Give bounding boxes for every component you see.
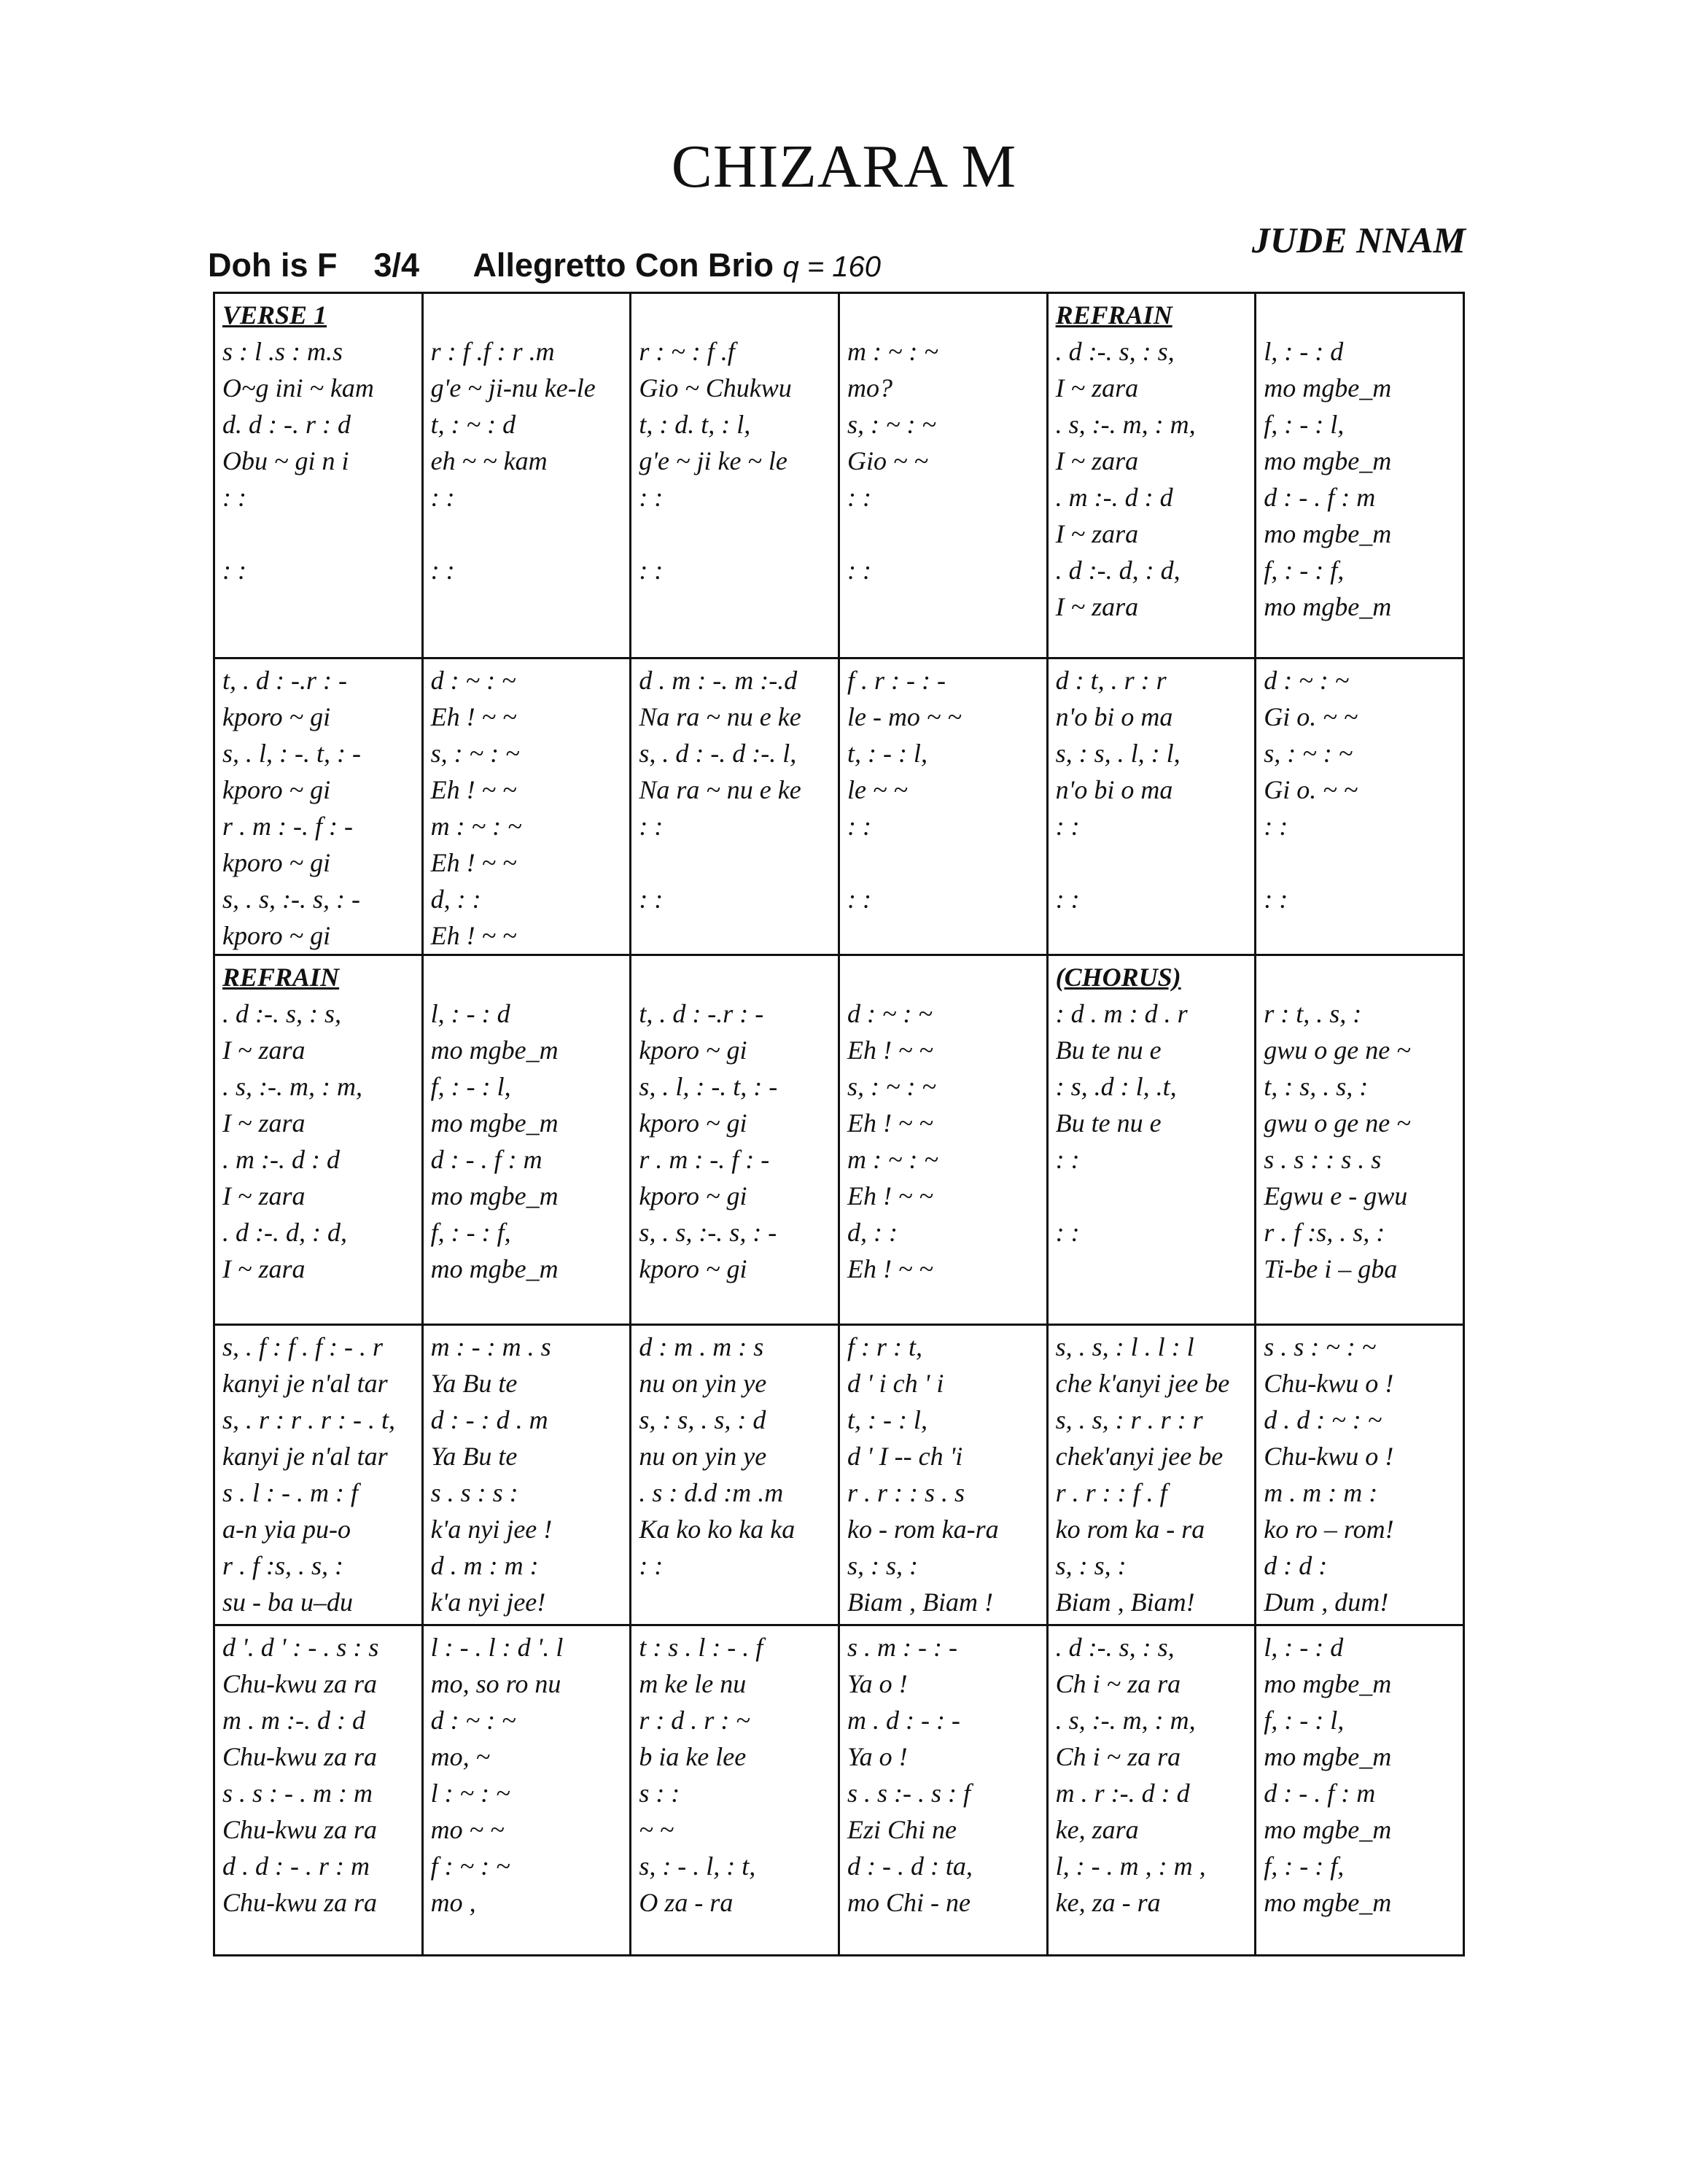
score-line: s, : s, : xyxy=(847,1551,918,1580)
score-line: f, : - : l, xyxy=(1264,410,1345,439)
score-line: t, : - : l, xyxy=(847,739,927,768)
score-line: d : - . f : m xyxy=(1264,483,1376,512)
score-line: Ezi Chi ne xyxy=(847,1815,957,1844)
score-line: s, . d : -. d :-. l, xyxy=(639,739,797,768)
score-line: ko - rom ka-ra xyxy=(847,1515,999,1544)
score-line: s . m : - : - xyxy=(847,1633,957,1662)
score-line: l, : - : d xyxy=(1264,1633,1344,1662)
score-line: s, : ~ : ~ xyxy=(430,739,520,768)
score-line: I ~ zara xyxy=(1055,373,1139,403)
score-line: d : - : d . m xyxy=(430,1405,548,1434)
score-line: Chu-kwu o ! xyxy=(1264,1442,1394,1471)
score-line: Na ra ~ nu e ke xyxy=(639,775,801,804)
score-cell xyxy=(214,955,423,1325)
score-line: Eh ! ~ ~ xyxy=(847,1254,933,1283)
score-line: : : xyxy=(1055,812,1080,841)
score-line: f, : - : l, xyxy=(1264,1706,1345,1735)
score-line: : : xyxy=(847,483,871,512)
score-line: m ke le nu xyxy=(639,1669,747,1698)
score-line: s . s : ~ : ~ xyxy=(1264,1332,1377,1361)
score-line: Eh ! ~ ~ xyxy=(430,702,517,731)
score-line: l : - . l : d '. l xyxy=(430,1633,564,1662)
score-line: Eh ! ~ ~ xyxy=(847,1035,933,1065)
score-line: s, . s, : r . r : r xyxy=(1055,1405,1203,1434)
key-signature: Doh is F xyxy=(208,246,338,284)
score-line: Chu-kwu za ra xyxy=(222,1815,378,1844)
score-line: d ' i ch ' i xyxy=(847,1369,944,1398)
score-line: f : r : t, xyxy=(847,1332,922,1361)
score-line: d. d : -. r : d xyxy=(222,410,351,439)
score-line: ~ ~ xyxy=(639,1815,674,1844)
score-line: Ya o ! xyxy=(847,1669,908,1698)
score-line xyxy=(1264,297,1458,333)
score-line: O za - ra xyxy=(639,1888,734,1917)
score-line: s . s :- . s : f xyxy=(847,1779,971,1808)
score-cell xyxy=(839,1325,1047,1625)
score-line xyxy=(639,297,833,333)
score-line: Gi o. ~ ~ xyxy=(1264,702,1358,731)
score-line: g'e ~ ji-nu ke-le xyxy=(430,373,596,403)
score-line: s, : ~ : ~ xyxy=(847,410,936,439)
score-line: t, : s, . s, : xyxy=(1264,1072,1369,1101)
score-line: Chu-kwu za ra xyxy=(222,1888,378,1917)
score-line: f, : - : f, xyxy=(430,1218,511,1247)
score-line xyxy=(847,959,1042,995)
score-line: m . m :-. d : d xyxy=(222,1706,365,1735)
score-cell xyxy=(839,955,1047,1325)
score-line xyxy=(639,1584,833,1620)
score-line: : : xyxy=(639,812,664,841)
score-line: n'o bi o ma xyxy=(1055,775,1173,804)
score-line: d '. d ' : - . s : s xyxy=(222,1633,379,1662)
score-cell xyxy=(631,658,839,955)
score-line xyxy=(1264,959,1458,995)
score-line: m : ~ : ~ xyxy=(847,337,938,366)
score-line: . s, :-. m, : m, xyxy=(1055,1706,1196,1735)
score-line: eh ~ ~ kam xyxy=(430,446,548,475)
score-line: t, : d. t, : l, xyxy=(639,410,751,439)
score-line: s, . l, : -. t, : - xyxy=(222,739,361,768)
score-cell xyxy=(1047,658,1256,955)
score-line: : : xyxy=(639,1551,664,1580)
score-line: s, : ~ : ~ xyxy=(1264,739,1353,768)
score-line: : : xyxy=(847,885,871,914)
score-line: . d :-. s, : s, xyxy=(222,999,341,1028)
score-line: f, : - : f, xyxy=(1264,556,1345,585)
score-line: kporo ~ gi xyxy=(639,1035,747,1065)
score-line: Gio ~ Chukwu xyxy=(639,373,792,403)
score-line: Ya Bu te xyxy=(430,1442,518,1471)
score-line: kporo ~ gi xyxy=(639,1254,747,1283)
score-line xyxy=(639,959,833,995)
score-cell xyxy=(214,658,423,955)
score-line: . s, :-. m, : m, xyxy=(222,1072,362,1101)
score-line: d . m : m : xyxy=(430,1551,539,1580)
score-line: su - ba u–du xyxy=(222,1588,353,1617)
score-line: nu on yin ye xyxy=(639,1442,767,1471)
score-line: Egwu e - gwu xyxy=(1264,1181,1408,1210)
score-line: Chu-kwu za ra xyxy=(222,1669,378,1698)
score-line: mo ~ ~ xyxy=(430,1815,505,1844)
score-line: k'a nyi jee ! xyxy=(430,1515,553,1544)
score-line: : : xyxy=(222,556,246,585)
score-line xyxy=(1264,844,1458,881)
score-line: s . s : : s . s xyxy=(1264,1145,1382,1174)
score-body xyxy=(214,293,1464,1956)
score-line: ko ro – rom! xyxy=(1264,1515,1394,1544)
score-line: : : xyxy=(847,556,871,585)
score-line: t, . d : -.r : - xyxy=(639,999,764,1028)
score-line: . d :-. d, : d, xyxy=(222,1218,347,1247)
score-line: I ~ zara xyxy=(222,1035,306,1065)
score-line: d, : : xyxy=(847,1218,898,1247)
score-line: Eh ! ~ ~ xyxy=(847,1181,933,1210)
score-line: r . r : : f . f xyxy=(1055,1478,1167,1507)
score-line: f, : - : f, xyxy=(1264,1851,1345,1881)
score-line: m . r :-. d : d xyxy=(1055,1779,1190,1808)
score-line: : : xyxy=(639,885,664,914)
score-line: t, : - : l, xyxy=(847,1405,927,1434)
score-line: r : ~ : f .f xyxy=(639,337,735,366)
score-line: t, : ~ : d xyxy=(430,410,516,439)
score-line: a-n yia pu-o xyxy=(222,1515,351,1544)
score-cell xyxy=(422,1325,631,1625)
score-line: mo mgbe_m xyxy=(1264,592,1392,621)
score-line: s : l .s : m.s xyxy=(222,337,343,366)
composer-name: JUDE NNAM xyxy=(1251,219,1466,260)
score-line: Ya Bu te xyxy=(430,1369,518,1398)
score-line: s : : xyxy=(639,1779,680,1808)
score-line: le - mo ~ ~ xyxy=(847,702,962,731)
score-row xyxy=(214,1625,1464,1956)
score-line: che k'anyi jee be xyxy=(1055,1369,1230,1398)
score-line: Ka ko ko ka ka xyxy=(639,1515,796,1544)
time-signature: 3/4 xyxy=(373,246,420,284)
score-line: mo mgbe_m xyxy=(1264,1815,1392,1844)
score-line: s, . s, :-. s, : - xyxy=(222,885,360,914)
score-line: I ~ zara xyxy=(1055,519,1139,548)
score-line: r . f :s, . s, : xyxy=(1264,1218,1385,1247)
section-heading: REFRAIN xyxy=(222,963,340,992)
score-line: d . m : -. m :-.d xyxy=(639,666,798,695)
score-row xyxy=(214,1325,1464,1625)
score-line: Gio ~ ~ xyxy=(847,446,928,475)
score-line: mo mgbe_m xyxy=(430,1035,559,1065)
score-line: Chu-kwu o ! xyxy=(1264,1369,1394,1398)
score-line: mo Chi - ne xyxy=(847,1888,971,1917)
score-line: s, . s, :-. s, : - xyxy=(639,1218,777,1247)
score-line: l : ~ : ~ xyxy=(430,1779,510,1808)
score-line: : d . m : d . r xyxy=(1055,999,1188,1028)
score-line: I ~ zara xyxy=(222,1181,306,1210)
score-cell xyxy=(422,955,631,1325)
score-cell xyxy=(839,1625,1047,1956)
score-line: : s, .d : l, .t, xyxy=(1055,1072,1177,1101)
score-line: Ya o ! xyxy=(847,1742,908,1771)
score-line: ko rom ka - ra xyxy=(1055,1515,1205,1544)
score-line xyxy=(1056,1178,1251,1214)
score-cell xyxy=(1256,1625,1464,1956)
score-line: mo mgbe_m xyxy=(430,1181,559,1210)
score-line xyxy=(639,516,833,552)
score-cell xyxy=(839,293,1047,658)
score-line: b ia ke lee xyxy=(639,1742,747,1771)
score-line: s . s : s : xyxy=(430,1478,518,1507)
score-cell xyxy=(214,1625,423,1956)
score-line: mo, so ro nu xyxy=(430,1669,561,1698)
score-line: Ch i ~ za ra xyxy=(1055,1669,1181,1698)
score-line: le ~ ~ xyxy=(847,775,908,804)
score-line: O~g ini ~ kam xyxy=(222,373,374,403)
score-line: kporo ~ gi xyxy=(639,1181,747,1210)
score-line: d : ~ : ~ xyxy=(430,1706,516,1735)
score-line: mo, ~ xyxy=(430,1742,491,1771)
score-line: : : xyxy=(847,812,871,841)
score-line: kporo ~ gi xyxy=(222,702,331,731)
score-cell xyxy=(631,293,839,658)
score-line: kanyi je n'al tar xyxy=(222,1442,388,1471)
score-line: . s, :-. m, : m, xyxy=(1055,410,1196,439)
score-line: kporo ~ gi xyxy=(639,1108,747,1138)
score-line: kporo ~ gi xyxy=(222,848,331,877)
score-line xyxy=(431,959,626,995)
score-line: : : xyxy=(639,483,664,512)
score-line: mo mgbe_m xyxy=(1264,1669,1392,1698)
score-line: mo , xyxy=(430,1888,476,1917)
section-heading: VERSE 1 xyxy=(222,300,327,330)
score-line: d : - . f : m xyxy=(430,1145,542,1174)
score-line: n'o bi o ma xyxy=(1055,702,1173,731)
score-line: s, : s, : xyxy=(1055,1551,1127,1580)
score-line: Eh ! ~ ~ xyxy=(430,921,517,950)
score-line: s, : ~ : ~ xyxy=(847,1072,936,1101)
score-line: gwu o ge ne ~ xyxy=(1264,1108,1411,1138)
score-line: m . m : m : xyxy=(1264,1478,1378,1507)
score-line: s, : - . l, : t, xyxy=(639,1851,756,1881)
score-line: r . m : -. f : - xyxy=(639,1145,770,1174)
score-line: d . d : - . r : m xyxy=(222,1851,370,1881)
score-cell xyxy=(631,1325,839,1625)
score-line: : : xyxy=(1055,885,1080,914)
score-line xyxy=(847,516,1042,552)
score-line: Gi o. ~ ~ xyxy=(1264,775,1358,804)
score-line: s, . l, : -. t, : - xyxy=(639,1072,778,1101)
score-line: l, : - . m , : m , xyxy=(1055,1851,1206,1881)
score-line: ke, za - ra xyxy=(1055,1888,1161,1917)
score-line: m : - : m . s xyxy=(430,1332,551,1361)
score-cell xyxy=(422,1625,631,1956)
score-line: d : m . m : s xyxy=(639,1332,764,1361)
score-line: mo mgbe_m xyxy=(430,1108,559,1138)
score-line: : : xyxy=(222,483,246,512)
score-line xyxy=(847,297,1042,333)
score-line: s . l : - . m : f xyxy=(222,1478,358,1507)
score-line: I ~ zara xyxy=(1055,446,1139,475)
score-cell xyxy=(631,1625,839,1956)
score-line xyxy=(639,844,833,881)
score-line: s, . s, : l . l : l xyxy=(1055,1332,1194,1361)
score-line: Na ra ~ nu e ke xyxy=(639,702,801,731)
score-line: s, : s, . l, : l, xyxy=(1055,739,1181,768)
score-line: ke, zara xyxy=(1055,1815,1139,1844)
score-line: I ~ zara xyxy=(222,1108,306,1138)
score-cell xyxy=(1256,1325,1464,1625)
score-line: f . r : - : - xyxy=(847,666,946,695)
score-line: k'a nyi jee! xyxy=(430,1588,546,1617)
score-line xyxy=(431,516,626,552)
score-line: kporo ~ gi xyxy=(222,921,331,950)
key-time-tempo xyxy=(208,246,881,284)
score-line: s, : s, . s, : d xyxy=(639,1405,766,1434)
section-heading: REFRAIN xyxy=(1055,300,1172,330)
score-line: d, : : xyxy=(430,885,481,914)
score-line: r : t, . s, : xyxy=(1264,999,1362,1028)
score-line: Eh ! ~ ~ xyxy=(847,1108,933,1138)
score-line xyxy=(1056,844,1251,881)
score-line: mo mgbe_m xyxy=(430,1254,559,1283)
score-line: f, : - : l, xyxy=(430,1072,511,1101)
score-line: Ch i ~ za ra xyxy=(1055,1742,1181,1771)
score-line: . d :-. s, : s, xyxy=(1055,1633,1175,1662)
score-line: s . s : - . m : m xyxy=(222,1779,373,1808)
score-line: nu on yin ye xyxy=(639,1369,767,1398)
score-line: mo? xyxy=(847,373,892,403)
score-line: mo mgbe_m xyxy=(1264,519,1392,548)
score-line: l, : - : d xyxy=(1264,337,1344,366)
metronome-mark: q = 160 xyxy=(782,251,882,283)
score-line: . d :-. s, : s, xyxy=(1055,337,1175,366)
score-line: Biam , Biam ! xyxy=(847,1588,993,1617)
score-cell xyxy=(1256,658,1464,955)
score-cell xyxy=(214,293,423,658)
score-line: d : - . d : ta, xyxy=(847,1851,973,1881)
score-line: d : ~ : ~ xyxy=(430,666,516,695)
score-line: : : xyxy=(1055,1145,1080,1174)
score-line: f : ~ : ~ xyxy=(430,1851,510,1881)
score-line: : : xyxy=(1264,812,1288,841)
score-line: . d :-. d, : d, xyxy=(1055,556,1181,585)
score-line: r : f .f : r .m xyxy=(430,337,555,366)
score-line: : : xyxy=(639,556,664,585)
score-cell xyxy=(1047,1625,1256,1956)
score-line: : : xyxy=(430,483,455,512)
score-cell xyxy=(422,293,631,658)
score-cell xyxy=(839,658,1047,955)
score-line: mo mgbe_m xyxy=(1264,1888,1392,1917)
score-line: r : d . r : ~ xyxy=(639,1706,750,1735)
score-line: s, . f : f . f : - . r xyxy=(222,1332,383,1361)
score-line: Obu ~ gi n i xyxy=(222,446,349,475)
score-cell xyxy=(631,955,839,1325)
score-line xyxy=(222,516,417,552)
score-row xyxy=(214,955,1464,1325)
score-line xyxy=(431,297,626,333)
tempo-marking: Allegretto Con Brio xyxy=(472,246,774,284)
score-line: d ' I -- ch 'i xyxy=(847,1442,963,1471)
score-line: kporo ~ gi xyxy=(222,775,331,804)
score-cell xyxy=(214,1325,423,1625)
score-line: . m :-. d : d xyxy=(222,1145,340,1174)
score-line: d : ~ : ~ xyxy=(847,999,933,1028)
score-line: d : ~ : ~ xyxy=(1264,666,1350,695)
score-line: Chu-kwu za ra xyxy=(222,1742,378,1771)
score-line: d : t, . r : r xyxy=(1055,666,1167,695)
score-line: I ~ zara xyxy=(222,1254,306,1283)
score-cell xyxy=(1256,955,1464,1325)
score-line: Dum , dum! xyxy=(1264,1588,1389,1617)
score-line: : : xyxy=(430,556,455,585)
score-cell xyxy=(1047,293,1256,658)
score-cell xyxy=(1256,293,1464,658)
score-line: chek'anyi jee be xyxy=(1055,1442,1224,1471)
score-cell xyxy=(422,658,631,955)
score-cell xyxy=(1047,955,1256,1325)
score-line: t : s . l : - . f xyxy=(639,1633,763,1662)
score-row xyxy=(214,658,1464,955)
score-line: : : xyxy=(1264,885,1288,914)
score-line: s, . r : r . r : - . t, xyxy=(222,1405,396,1434)
section-heading: (CHORUS) xyxy=(1055,963,1181,992)
page-title: CHIZARA M xyxy=(671,133,1017,201)
score-row xyxy=(214,293,1464,658)
score-line: kanyi je n'al tar xyxy=(222,1369,388,1398)
score-line: Bu te nu e xyxy=(1055,1108,1162,1138)
score-line xyxy=(847,844,1042,881)
score-line: Biam , Biam! xyxy=(1055,1588,1195,1617)
score-line: d : - . f : m xyxy=(1264,1779,1376,1808)
score-line: m : ~ : ~ xyxy=(430,812,522,841)
score-cell xyxy=(1047,1325,1256,1625)
score-line: . m :-. d : d xyxy=(1055,483,1173,512)
score-line: Bu te nu e xyxy=(1055,1035,1162,1065)
score-line: Eh ! ~ ~ xyxy=(430,848,517,877)
score-line: r . m : -. f : - xyxy=(222,812,353,841)
score-line: g'e ~ ji ke ~ le xyxy=(639,446,787,475)
score-line: t, . d : -.r : - xyxy=(222,666,347,695)
score-line: m : ~ : ~ xyxy=(847,1145,938,1174)
score-line: mo mgbe_m xyxy=(1264,1742,1392,1771)
score-line: gwu o ge ne ~ xyxy=(1264,1035,1411,1065)
score-line: Ti-be i – gba xyxy=(1264,1254,1398,1283)
score-table xyxy=(213,292,1465,1956)
score-line: mo mgbe_m xyxy=(1264,446,1392,475)
score-line: m . d : - : - xyxy=(847,1706,960,1735)
score-line: Eh ! ~ ~ xyxy=(430,775,517,804)
score-line: . s : d.d :m .m xyxy=(639,1478,784,1507)
score-line: I ~ zara xyxy=(1055,592,1139,621)
score-line: r . r : : s . s xyxy=(847,1478,965,1507)
score-line: : : xyxy=(1055,1218,1080,1247)
score-line: l, : - : d xyxy=(430,999,510,1028)
score-line: d . d : ~ : ~ xyxy=(1264,1405,1382,1434)
score-line: d : d : xyxy=(1264,1551,1328,1580)
score-line: mo mgbe_m xyxy=(1264,373,1392,403)
score-line: r . f :s, . s, : xyxy=(222,1551,344,1580)
